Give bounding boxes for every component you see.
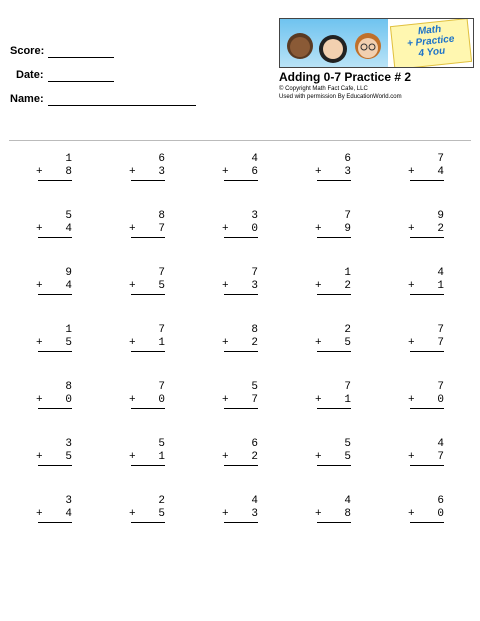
problem [408, 324, 444, 352]
addend-top: 8 [65, 381, 72, 393]
addend-bottom: + 7 [408, 337, 444, 349]
addend-top: 7 [437, 153, 444, 165]
addend-top: 5 [344, 438, 351, 450]
addend-bottom: + 5 [315, 337, 351, 349]
addend-top: 6 [158, 153, 165, 165]
plus-sign: + [408, 337, 415, 349]
problem [315, 324, 351, 352]
addend-top: 1 [65, 324, 72, 336]
answer-line[interactable] [317, 237, 351, 238]
addend-top: 4 [344, 495, 351, 507]
logo-line1: Math [417, 23, 442, 38]
addend-bottom: + 2 [222, 337, 258, 349]
answer-line[interactable] [317, 408, 351, 409]
addend-top: 6 [251, 438, 258, 450]
plus-sign: + [408, 166, 415, 178]
answer-line[interactable] [38, 522, 72, 523]
plus-sign: + [129, 394, 136, 406]
logo-line2: + Practice [406, 33, 455, 50]
problem [36, 381, 72, 409]
name-label: Name: [10, 93, 44, 105]
addend-bottom: + 3 [222, 508, 258, 520]
answer-line[interactable] [38, 180, 72, 181]
addend-bottom: + 6 [222, 166, 258, 178]
answer-line[interactable] [131, 351, 165, 352]
addend-top: 5 [158, 438, 165, 450]
problem [36, 324, 72, 352]
addend-top: 7 [344, 210, 351, 222]
addend-bottom: + 5 [315, 451, 351, 463]
plus-sign: + [408, 280, 415, 292]
problem [36, 267, 72, 295]
addend-bottom: + 7 [129, 223, 165, 235]
math-practice-logo [279, 18, 474, 68]
problem [315, 153, 351, 181]
addend-bottom: + 3 [129, 166, 165, 178]
plus-sign: + [408, 451, 415, 463]
problem [408, 381, 444, 409]
problem [36, 438, 72, 466]
addend-bottom: + 4 [36, 508, 72, 520]
addend-top: 3 [251, 210, 258, 222]
addend-bottom: + 8 [315, 508, 351, 520]
addend-top: 7 [437, 381, 444, 393]
problem [36, 210, 72, 238]
copyright-text: © Copyright Math Fact Cafe, LLC [279, 86, 368, 92]
name-blank[interactable] [48, 105, 196, 106]
addend-bottom: + 1 [129, 337, 165, 349]
addend-top: 8 [251, 324, 258, 336]
answer-line[interactable] [410, 408, 444, 409]
date-field [16, 69, 44, 81]
answer-line[interactable] [410, 465, 444, 466]
answer-line[interactable] [410, 522, 444, 523]
answer-line[interactable] [131, 408, 165, 409]
answer-line[interactable] [131, 294, 165, 295]
addend-bottom: + 2 [222, 451, 258, 463]
addend-bottom: + 0 [36, 394, 72, 406]
problem [129, 495, 165, 523]
answer-line[interactable] [38, 408, 72, 409]
addend-top: 6 [344, 153, 351, 165]
date-label: Date: [16, 69, 44, 81]
plus-sign: + [36, 394, 43, 406]
answer-line[interactable] [317, 294, 351, 295]
problem [129, 381, 165, 409]
logo-sign [390, 18, 472, 68]
score-blank[interactable] [48, 57, 114, 58]
problem [408, 495, 444, 523]
worksheet-title: Adding 0-7 Practice # 2 [279, 70, 412, 84]
plus-sign: + [129, 223, 136, 235]
addend-bottom: + 5 [129, 508, 165, 520]
answer-line[interactable] [224, 465, 258, 466]
addend-bottom: + 2 [408, 223, 444, 235]
addend-bottom: + 1 [129, 451, 165, 463]
answer-line[interactable] [410, 180, 444, 181]
problem [315, 210, 351, 238]
addend-bottom: + 5 [36, 451, 72, 463]
problem [222, 381, 258, 409]
problem [315, 381, 351, 409]
addend-bottom: + 9 [315, 223, 351, 235]
plus-sign: + [222, 166, 229, 178]
problem [315, 438, 351, 466]
addend-bottom: + 4 [408, 166, 444, 178]
addend-top: 6 [437, 495, 444, 507]
kids-icon [280, 19, 388, 67]
addend-bottom: + 4 [36, 280, 72, 292]
answer-line[interactable] [317, 180, 351, 181]
addend-top: 5 [65, 210, 72, 222]
plus-sign: + [222, 451, 229, 463]
addend-top: 4 [251, 153, 258, 165]
plus-sign: + [315, 223, 322, 235]
divider [9, 140, 471, 141]
plus-sign: + [315, 508, 322, 520]
addend-bottom: + 3 [222, 280, 258, 292]
problem [129, 153, 165, 181]
answer-line[interactable] [224, 237, 258, 238]
plus-sign: + [129, 337, 136, 349]
addend-top: 1 [344, 267, 351, 279]
plus-sign: + [222, 394, 229, 406]
addend-top: 4 [437, 438, 444, 450]
plus-sign: + [129, 451, 136, 463]
plus-sign: + [315, 166, 322, 178]
problem [36, 153, 72, 181]
plus-sign: + [222, 337, 229, 349]
logo-line3: 4 You [418, 45, 446, 60]
plus-sign: + [36, 166, 43, 178]
addend-top: 7 [344, 381, 351, 393]
problem [222, 153, 258, 181]
addend-top: 5 [251, 381, 258, 393]
answer-line[interactable] [224, 408, 258, 409]
addend-bottom: + 1 [315, 394, 351, 406]
problem [315, 495, 351, 523]
permission-text: Used with permission By EducationWorld.com [279, 94, 402, 100]
addend-bottom: + 0 [408, 394, 444, 406]
plus-sign: + [222, 223, 229, 235]
answer-line[interactable] [224, 180, 258, 181]
plus-sign: + [129, 508, 136, 520]
date-blank[interactable] [48, 81, 114, 82]
answer-line[interactable] [38, 351, 72, 352]
answer-line[interactable] [410, 237, 444, 238]
answer-line[interactable] [38, 465, 72, 466]
plus-sign: + [315, 337, 322, 349]
problem [408, 438, 444, 466]
addend-bottom: + 3 [315, 166, 351, 178]
addend-bottom: + 1 [408, 280, 444, 292]
problem [222, 210, 258, 238]
problem [129, 324, 165, 352]
problem [129, 267, 165, 295]
plus-sign: + [315, 280, 322, 292]
answer-line[interactable] [410, 351, 444, 352]
answer-line[interactable] [317, 351, 351, 352]
problem [408, 210, 444, 238]
plus-sign: + [222, 508, 229, 520]
answer-line[interactable] [38, 294, 72, 295]
answer-line[interactable] [317, 522, 351, 523]
plus-sign: + [408, 394, 415, 406]
plus-sign: + [408, 508, 415, 520]
addend-top: 7 [158, 267, 165, 279]
plus-sign: + [408, 223, 415, 235]
addend-top: 4 [437, 267, 444, 279]
addend-top: 1 [65, 153, 72, 165]
answer-line[interactable] [317, 465, 351, 466]
plus-sign: + [36, 280, 43, 292]
plus-sign: + [129, 166, 136, 178]
answer-line[interactable] [410, 294, 444, 295]
addend-top: 9 [65, 267, 72, 279]
problem [408, 153, 444, 181]
addend-top: 8 [158, 210, 165, 222]
addend-bottom: + 8 [36, 166, 72, 178]
addend-bottom: + 0 [129, 394, 165, 406]
addend-bottom: + 5 [36, 337, 72, 349]
problem [315, 267, 351, 295]
answer-line[interactable] [131, 237, 165, 238]
addend-bottom: + 7 [408, 451, 444, 463]
problem [222, 438, 258, 466]
answer-line[interactable] [224, 351, 258, 352]
addend-top: 4 [251, 495, 258, 507]
problem [222, 324, 258, 352]
answer-line[interactable] [131, 522, 165, 523]
addend-bottom: + 7 [222, 394, 258, 406]
plus-sign: + [129, 280, 136, 292]
addend-bottom: + 2 [315, 280, 351, 292]
plus-sign: + [222, 280, 229, 292]
addend-top: 2 [344, 324, 351, 336]
plus-sign: + [36, 223, 43, 235]
kids-illustration [280, 19, 388, 67]
plus-sign: + [315, 394, 322, 406]
addend-top: 7 [158, 381, 165, 393]
score-label: Score: [10, 45, 45, 57]
name-field [10, 93, 44, 105]
problem [222, 495, 258, 523]
answer-line[interactable] [224, 522, 258, 523]
problem [222, 267, 258, 295]
addend-top: 9 [437, 210, 444, 222]
problem [36, 495, 72, 523]
answer-line[interactable] [224, 294, 258, 295]
plus-sign: + [36, 508, 43, 520]
addend-bottom: + 5 [129, 280, 165, 292]
addend-bottom: + 4 [36, 223, 72, 235]
score-field [10, 45, 44, 57]
answer-line[interactable] [131, 465, 165, 466]
addend-top: 7 [437, 324, 444, 336]
addend-bottom: + 0 [408, 508, 444, 520]
addend-top: 7 [251, 267, 258, 279]
problem [129, 438, 165, 466]
plus-sign: + [36, 451, 43, 463]
problem [129, 210, 165, 238]
addend-top: 2 [158, 495, 165, 507]
addend-top: 7 [158, 324, 165, 336]
addend-top: 3 [65, 438, 72, 450]
plus-sign: + [36, 337, 43, 349]
addend-top: 3 [65, 495, 72, 507]
answer-line[interactable] [38, 237, 72, 238]
answer-line[interactable] [131, 180, 165, 181]
addend-bottom: + 0 [222, 223, 258, 235]
plus-sign: + [315, 451, 322, 463]
problem [408, 267, 444, 295]
